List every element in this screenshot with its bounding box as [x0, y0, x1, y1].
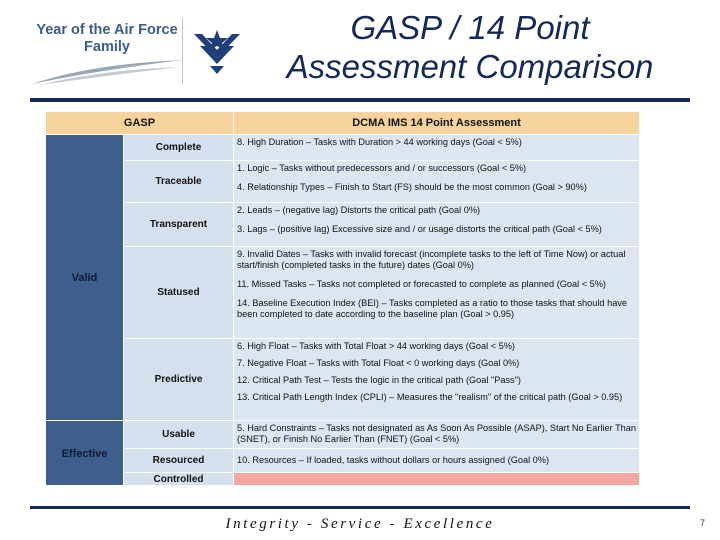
- criteria-cell: [234, 161, 640, 203]
- group-effective: Effective: [46, 421, 124, 486]
- table-row: [46, 421, 640, 449]
- title-rule: [30, 98, 690, 102]
- criterion-6: 6. High Float – Tasks with Total Float > 44 working days (Goal < 5%): [237, 341, 515, 351]
- criteria-cell: [234, 421, 640, 449]
- table-header-row: [46, 112, 640, 135]
- title-line-2: Assessment Comparison: [286, 48, 654, 85]
- criterion-2: 2. Leads – (negative lag) Distorts the critical path (Goal 0%): [237, 205, 481, 215]
- table-row: [46, 339, 640, 421]
- table-row: [46, 203, 640, 247]
- criterion-1: 1. Logic – Tasks without predecessors and / or successors (Goal < 5%): [237, 163, 527, 173]
- title-line-1: GASP / 14 Point: [350, 9, 590, 46]
- criterion-11: 11. Missed Tasks – Tasks not completed or forecasted to complete as planned (Goal < 5%): [237, 279, 606, 289]
- controlled-empty-cell: [234, 473, 640, 486]
- criterion-8: 8. High Duration – Tasks with Duration > 44 working days (Goal < 5%): [237, 137, 522, 147]
- criterion-4: 4. Relationship Types – Finish to Start (FS) should be the most common (Goal > 90%): [237, 182, 587, 192]
- criteria-cell: [234, 449, 640, 473]
- table-row: [46, 161, 640, 203]
- criterion-13: 13. Critical Path Length Index (CPLI) – Measures the "realism" of the critical path (Goal > 0.95): [237, 392, 623, 402]
- header-gasp: GASP: [46, 112, 234, 135]
- criterion-9: 9. Invalid Dates – Tasks with invalid forecast (incomplete tasks to the left of Time Now) or actual start/finish (completed tasks in the future) dates (Goal 0%): [237, 249, 626, 270]
- criteria-cell: [234, 135, 640, 161]
- table-row: [46, 135, 640, 161]
- sub-resourced: Resourced: [124, 449, 234, 473]
- footer-rule: [30, 506, 690, 509]
- table-row: [46, 449, 640, 473]
- comparison-table-wrap: [45, 111, 639, 485]
- logo-line-2: Family: [84, 39, 130, 55]
- sub-predictive: Predictive: [124, 339, 234, 421]
- table-row: [46, 473, 640, 486]
- sub-statused: Statused: [124, 247, 234, 339]
- sub-traceable: Traceable: [124, 161, 234, 203]
- air-force-emblem-icon: [192, 28, 242, 74]
- logo-line-1: Year of the Air Force: [36, 22, 178, 38]
- criterion-14: 14. Baseline Execution Index (BEI) – Tasks completed as a ratio to those tasks that should have been completed to date according to the baseline plan (Goal > 0.95): [237, 298, 628, 319]
- swoosh-icon: [30, 58, 185, 86]
- slide-title: [250, 8, 690, 86]
- comparison-table: [45, 111, 639, 485]
- criterion-5: 5. Hard Constraints – Tasks not designated as As Soon As Possible (ASAP), Start No Earlier Than (SNET), or Finish No Earlier Than (FNET) (Goal < 5%): [237, 423, 637, 444]
- header-dcma: DCMA IMS 14 Point Assessment: [234, 112, 640, 135]
- sub-transparent: Transparent: [124, 203, 234, 247]
- criterion-7: 7. Negative Float – Tasks with Total Float < 0 working days (Goal 0%): [237, 358, 520, 368]
- table-row: [46, 247, 640, 339]
- criteria-cell: [234, 203, 640, 247]
- criteria-cell: [234, 339, 640, 421]
- page-number: 7: [700, 518, 706, 528]
- criterion-12: 12. Critical Path Test – Tests the logic in the critical path (Goal "Pass"): [237, 375, 521, 385]
- criterion-3: 3. Lags – (positive lag) Excessive size and / or usage distorts the critical path (Goal < 5%): [237, 224, 602, 234]
- footer-motto: Integrity - Service - Excellence: [225, 516, 495, 532]
- criteria-cell: [234, 247, 640, 339]
- logo-text: [32, 22, 182, 56]
- group-valid: Valid: [46, 135, 124, 421]
- sub-controlled: Controlled: [124, 473, 234, 486]
- logo: [22, 14, 242, 86]
- sub-complete: Complete: [124, 135, 234, 161]
- sub-usable: Usable: [124, 421, 234, 449]
- criterion-10: 10. Resources – If loaded, tasks without dollars or hours assigned (Goal 0%): [237, 455, 550, 465]
- logo-divider: [182, 18, 183, 84]
